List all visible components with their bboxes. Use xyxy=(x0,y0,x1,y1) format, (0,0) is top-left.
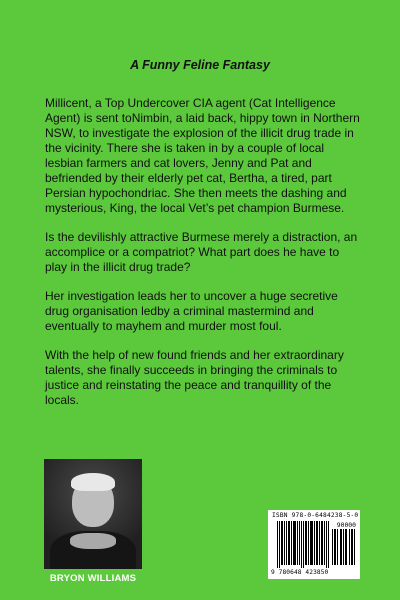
author-box xyxy=(44,459,142,583)
tagline: A Funny Feline Fantasy xyxy=(130,58,270,72)
price-code: 90000 xyxy=(336,521,356,529)
blurb-paragraph: Millicent, a Top Undercover CIA agent (Cat Intelligence Agent) is sent toNimbin, a laid back, hippy town in Northern NSW, to investigate the explosion of the illicit drug trade in the vicinity. There she is taken in by a couple of local lesbian farmers and cat lovers, Jenny and Pat and befriended by their elderly pet cat, Bertha, a tired, part Persian hypochondriac. She then meets the dashing and mysterious, King, the local Vet’s pet champion Burmese. xyxy=(45,96,360,215)
author-name: BRYON WILLIAMS xyxy=(49,573,137,584)
blurb xyxy=(45,96,363,422)
isbn-label: ISBN 978-0-6484238-5-0 xyxy=(272,512,359,519)
barcode xyxy=(268,510,360,579)
blurb-paragraph: Is the devilishly attractive Burmese merely a distraction, an accomplice or a compatriot? What part does he have to play in the illicit drug trade? xyxy=(45,230,358,274)
blurb-paragraph: With the help of new found friends and her extraordinary talents, she finally succeeds in bringing the criminals to justice and reinstating the peace and tranquillity of the locals. xyxy=(45,348,344,407)
barcode-digits: 9 780648 423850 xyxy=(271,569,329,576)
barcode-addon-bars xyxy=(332,529,356,565)
author-photo xyxy=(44,459,142,569)
barcode-bars xyxy=(277,521,329,568)
blurb-paragraph: Her investigation leads her to uncover a huge secretive drug organisation ledby a criminal mastermind and eventually to mayhem and murder most foul. xyxy=(45,289,338,333)
